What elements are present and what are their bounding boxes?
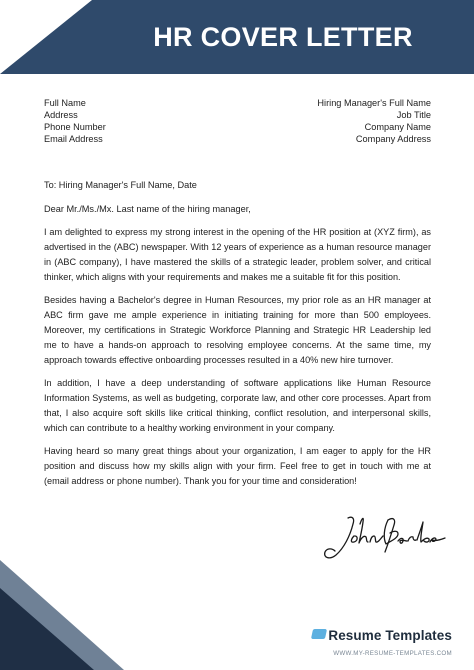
sender-full-name: Full Name	[44, 98, 86, 108]
header-corner-wedge	[0, 0, 92, 74]
recipient-job-title: Job Title	[396, 110, 431, 120]
recipient-full-name: Hiring Manager's Full Name	[317, 98, 431, 108]
logo-text: Resume Templates	[328, 628, 452, 643]
recipient-company-name: Company Name	[364, 122, 431, 132]
paragraph: In addition, I have a deep understanding of software applications like Human Resource Information Systems, as well as budgeting, corporate law, and other core processes. Apart from that, I also acquire soft skills like critical thinking, conflict resolution, and interpersonal skills, which can contribute to a healthy working environment in your company.	[44, 378, 431, 433]
sender-email: Email Address	[44, 134, 103, 144]
paragraph: I am delighted to express my strong interest in the opening of the HR position at (XYZ firm), as advertised in the (ABC) newspaper. With 12 years of experience as a human resource manager in (ABC company), I have mastered the skills of a strategic leader, problem solver, and critical thinker, which aligns with your requirements and makes me a suitable fit for this position.	[44, 227, 431, 282]
sender-address: Address	[44, 110, 78, 120]
to-line: To: Hiring Manager's Full Name, Date	[44, 180, 197, 190]
sender-block	[44, 97, 106, 145]
sender-phone: Phone Number	[44, 122, 106, 132]
recipient-block	[317, 97, 431, 145]
resume-templates-logo	[312, 628, 452, 643]
website-url: WWW.MY-RESUME-TEMPLATES.COM	[333, 650, 452, 657]
signature	[318, 508, 448, 566]
paragraph: Besides having a Bachelor's degree in Human Resources, my prior role as an HR manager at ABC firm gave me ample experience in initiating training for more than 500 employees. Moreover, my certifications in Strategic Workforce Planning and Strategic HR Leadership led me to have a hands-on approach to resolving employee concerns. At the same time, my approach towards effective onboarding processes resulted in a 40% new hire turnover.	[44, 295, 431, 365]
recipient-company-address: Company Address	[355, 134, 431, 144]
page-title: HR COVER LETTER	[153, 22, 413, 52]
logo-mark-icon	[311, 629, 327, 639]
salutation: Dear Mr./Ms./Mx. Last name of the hiring manager,	[44, 204, 251, 214]
paragraph: Having heard so many great things about your organization, I am eager to apply for the HR position and discuss how my skills align with your firm. Feel free to get in touch with me at (email address or phone number). Thank you for your time and consideration!	[44, 446, 431, 486]
letter-body	[44, 225, 431, 497]
